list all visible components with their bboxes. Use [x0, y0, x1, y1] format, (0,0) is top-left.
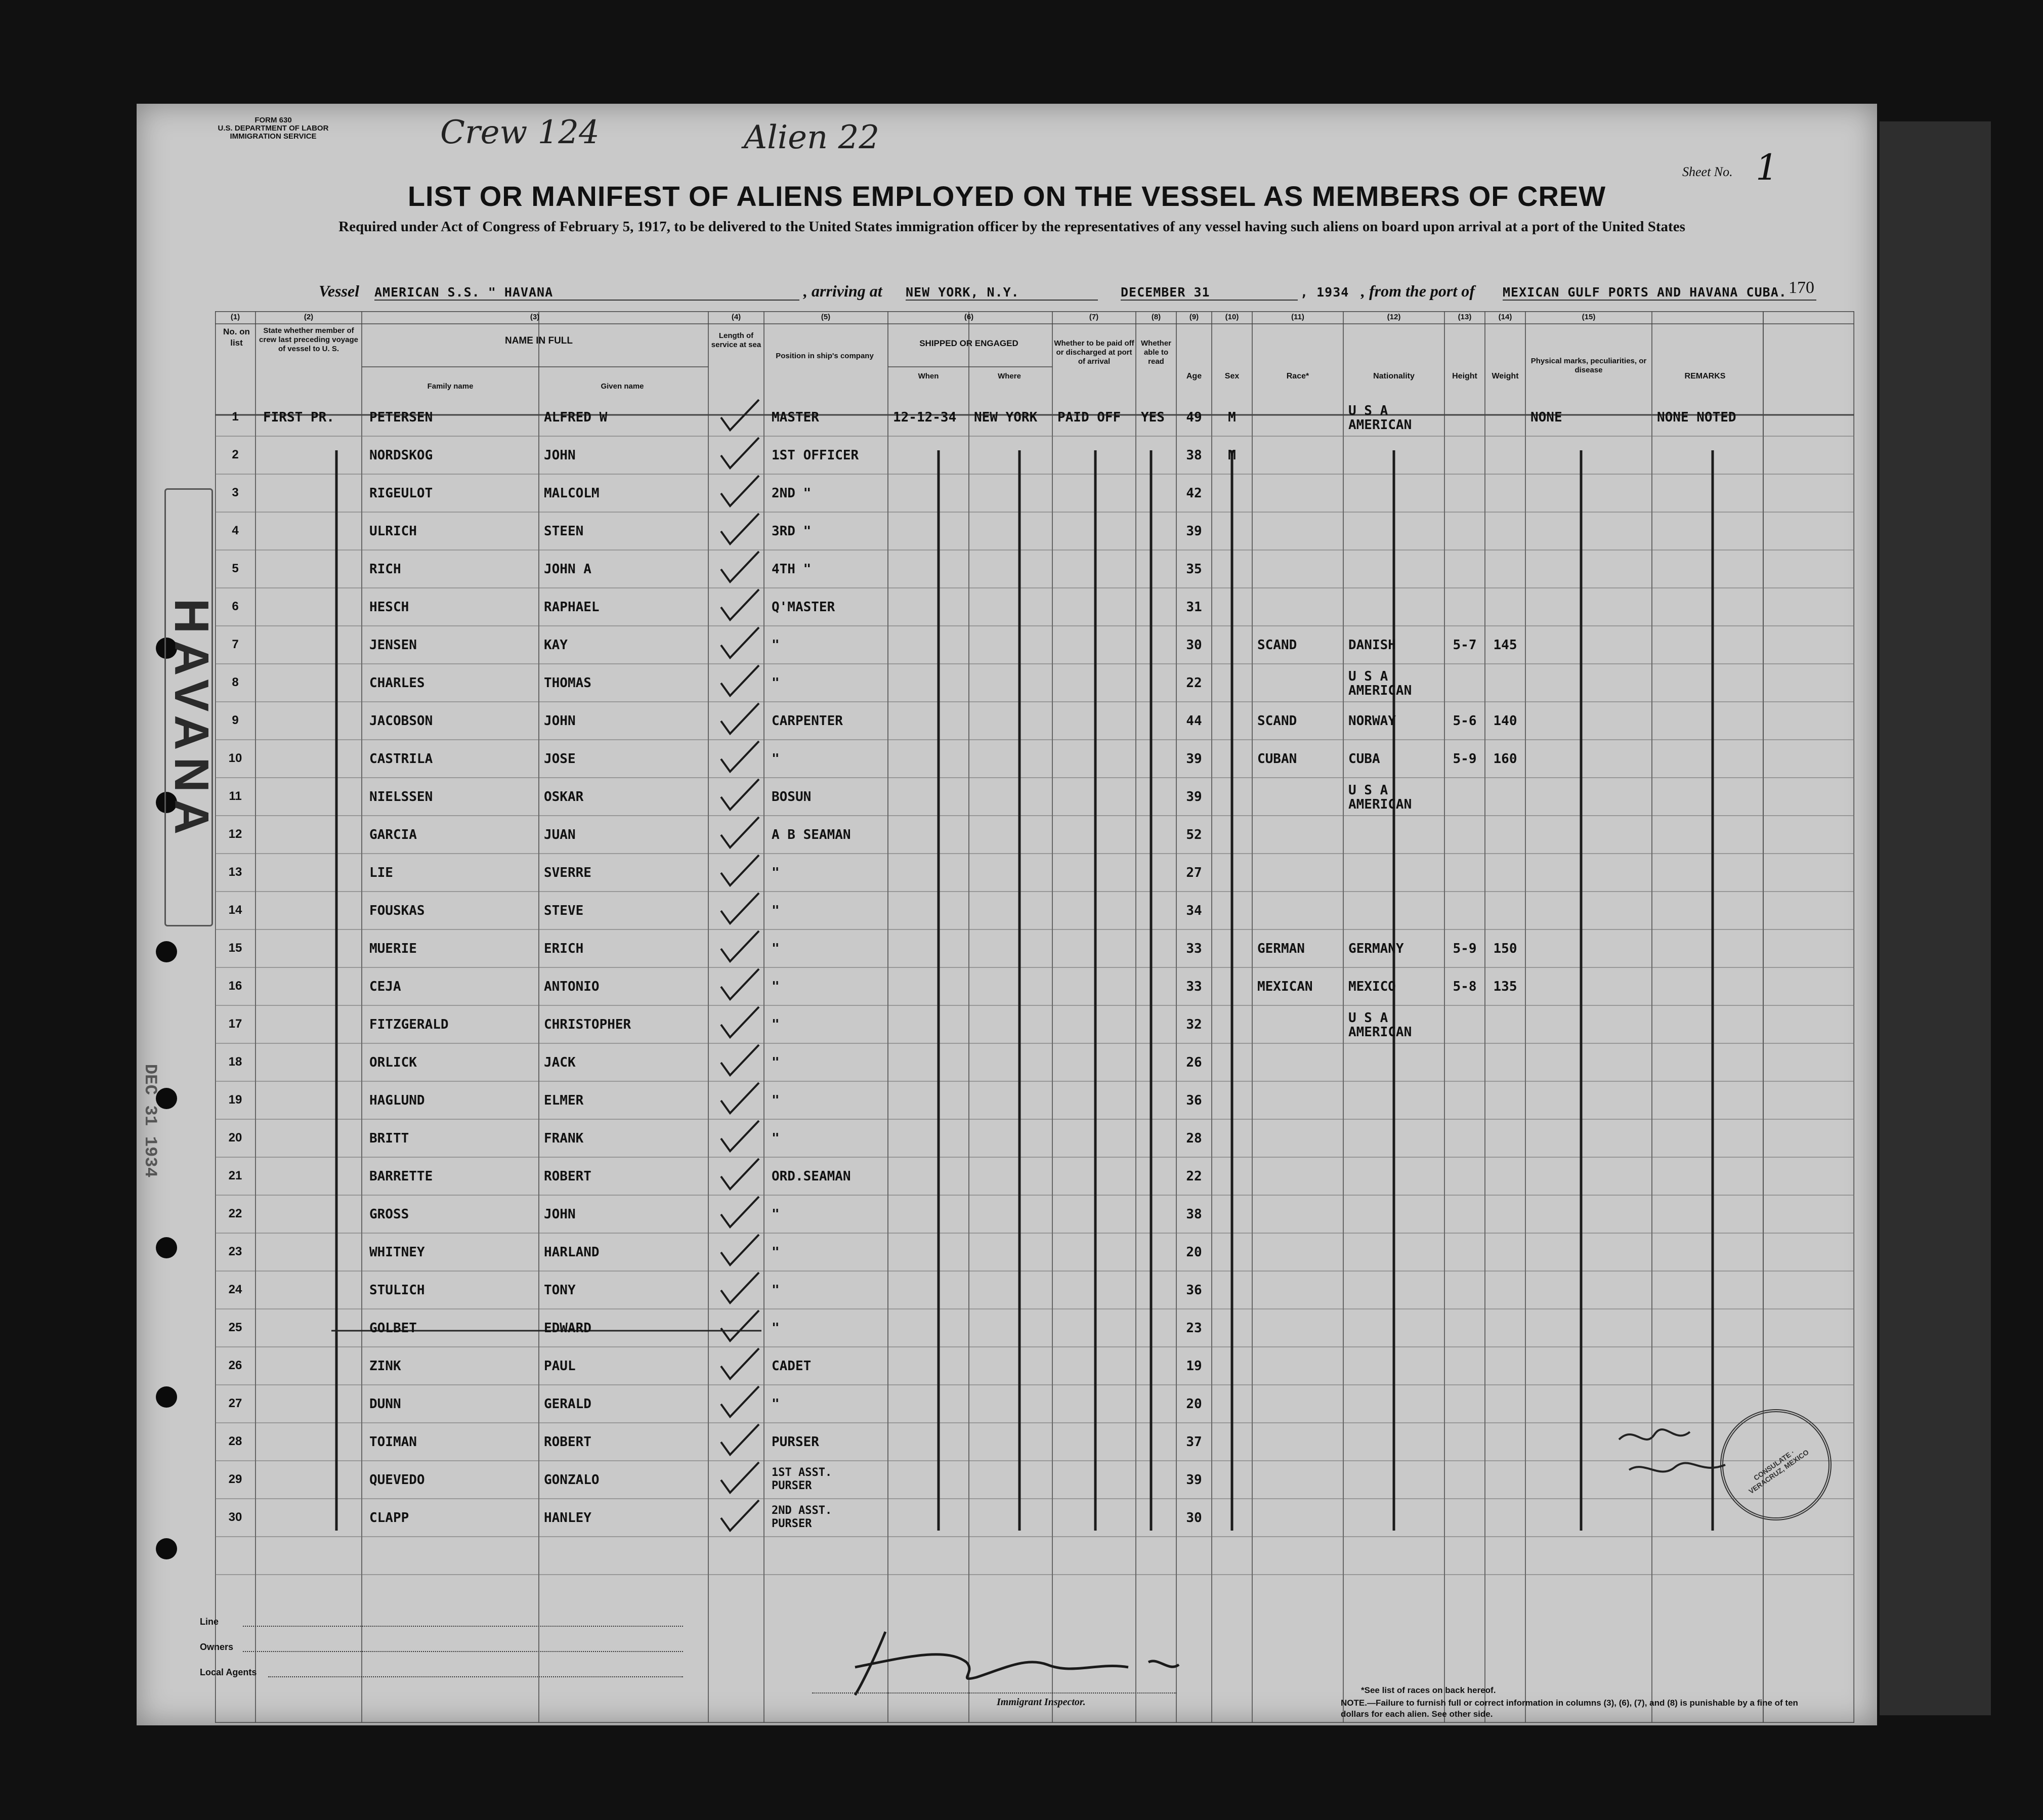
- binder-hole: [156, 1386, 177, 1408]
- cell-no: 21: [228, 1169, 242, 1182]
- cell-given: GERALD: [544, 1396, 591, 1412]
- cell-position: A B SEAMAN: [772, 827, 851, 842]
- cell-position: 3RD ": [772, 524, 812, 539]
- col-nationality-header: Nationality: [1373, 372, 1415, 380]
- service-check-mark: [721, 969, 759, 999]
- cell-nationality: U S A AMERICAN: [1348, 669, 1412, 698]
- cell-family: NIELSSEN: [369, 789, 433, 805]
- cell-family: ZINK: [369, 1359, 401, 1374]
- cell-family: CEJA: [369, 979, 401, 994]
- cell-sex: M: [1228, 410, 1236, 425]
- service-check-mark: [721, 779, 759, 810]
- local-agents-label: Local Agents: [200, 1667, 257, 1677]
- cell-no: 23: [228, 1245, 242, 1258]
- cell-where: NEW YORK: [974, 410, 1038, 425]
- service-check-mark: [721, 1310, 759, 1341]
- cell-no: 28: [228, 1434, 242, 1448]
- cell-age: 22: [1186, 675, 1202, 691]
- col-where-header: Where: [998, 372, 1021, 380]
- column-number-label: (7): [1089, 313, 1099, 321]
- cell-no: 22: [228, 1207, 242, 1220]
- cell-given: JOHN: [544, 713, 576, 729]
- cell-no: 19: [228, 1093, 242, 1107]
- service-check-mark: [721, 1083, 759, 1113]
- service-check-mark: [721, 855, 759, 885]
- cell-given: ALFRED W: [544, 410, 608, 425]
- col-race-header: Race*: [1286, 372, 1309, 380]
- column-number-label: (9): [1189, 313, 1199, 321]
- service-check-mark: [721, 703, 759, 734]
- col-no-header: No. on list: [223, 327, 250, 348]
- service-check-mark: [721, 552, 759, 582]
- cell-age: 26: [1186, 1055, 1202, 1070]
- cell-nationality: U S A AMERICAN: [1348, 1010, 1412, 1040]
- cell-family: GROSS: [369, 1207, 409, 1222]
- page-number: 170: [1789, 278, 1814, 297]
- service-check-mark: [721, 438, 759, 468]
- department-label: FORM 630 U.S. DEPARTMENT OF LABOR IMMIGRATION SERVICE: [218, 116, 329, 141]
- cell-nationality: MEXICO: [1348, 979, 1396, 994]
- cell-nationality: DANISH: [1348, 638, 1396, 653]
- cell-given: TONY: [544, 1283, 576, 1298]
- cell-remarks: NONE NOTED: [1657, 410, 1736, 425]
- cell-given: MALCOLM: [544, 486, 600, 501]
- service-check-mark: [721, 589, 759, 620]
- service-check-mark: [721, 1462, 759, 1493]
- cell-height: 5-8: [1453, 979, 1477, 994]
- cell-no: 3: [232, 486, 239, 499]
- cell-given: ELMER: [544, 1093, 584, 1108]
- line-label: Line: [200, 1617, 219, 1627]
- column-number-label: (10): [1225, 313, 1239, 321]
- handwritten-annotation-signature: [1614, 1419, 1735, 1495]
- cell-nationality: GERMANY: [1348, 941, 1404, 956]
- cell-race: SCAND: [1257, 713, 1297, 729]
- sheet-number: 1: [1756, 147, 1778, 188]
- cell-age: 30: [1186, 1510, 1202, 1526]
- service-check-mark: [721, 1197, 759, 1227]
- inspector-label: Immigrant Inspector.: [997, 1697, 1086, 1708]
- cell-family: MUERIE: [369, 941, 417, 956]
- cell-family: STULICH: [369, 1283, 425, 1298]
- column-number-label: (13): [1458, 313, 1472, 321]
- cell-position: ": [772, 1321, 780, 1336]
- cell-no: 25: [228, 1321, 242, 1334]
- line-field: [243, 1626, 683, 1627]
- column-number-label: (8): [1151, 313, 1161, 321]
- cell-paid: PAID OFF: [1057, 410, 1121, 425]
- service-check-mark: [721, 931, 759, 961]
- col-remarks-header: REMARKS: [1684, 372, 1726, 380]
- cell-position: ": [772, 979, 780, 994]
- cell-family: QUEVEDO: [369, 1472, 425, 1488]
- cell-no: 24: [228, 1283, 242, 1296]
- cell-race: GERMAN: [1257, 941, 1305, 956]
- cell-no: 9: [232, 713, 239, 727]
- service-check-mark: [721, 1007, 759, 1037]
- service-check-mark: [721, 627, 759, 658]
- cell-family: FOUSKAS: [369, 903, 425, 918]
- cell-position: ": [772, 1396, 780, 1412]
- cell-no: 15: [228, 941, 242, 955]
- arriving-label: , arriving at: [803, 282, 882, 300]
- cell-height: 5-9: [1453, 941, 1477, 956]
- scanner-background-strip: [1880, 121, 1991, 1715]
- column-number-label: (14): [1498, 313, 1512, 321]
- service-check-mark: [721, 665, 759, 696]
- column-number-label: (1): [230, 313, 240, 321]
- document-subtitle: Required under Act of Congress of February 5, 1917, to be delivered to the United States immigration officer by the representatives of any vessel having such aliens on board upon arrival at a port of the United States: [338, 219, 1685, 235]
- cell-given: RAPHAEL: [544, 600, 600, 615]
- cell-position: 1ST OFFICER: [772, 448, 859, 463]
- manifest-sheet: [137, 104, 1877, 1725]
- cell-position: MASTER: [772, 410, 819, 425]
- owners-label: Owners: [200, 1642, 234, 1652]
- cell-family: JENSEN: [369, 638, 417, 653]
- cell-position: 1ST ASST. PURSER: [772, 1466, 832, 1492]
- col-state-header: State whether member of crew last preceding voyage of vessel to U. S.: [259, 326, 358, 353]
- service-check-mark: [721, 514, 759, 544]
- col-read-header: Whether able to read: [1141, 339, 1171, 366]
- cell-race: MEXICAN: [1257, 979, 1313, 994]
- cell-nationality: U S A AMERICAN: [1348, 403, 1412, 433]
- cell-age: 22: [1186, 1169, 1202, 1184]
- cell-family: HAGLUND: [369, 1093, 425, 1108]
- inspector-signature: [845, 1627, 1229, 1703]
- cell-age: 52: [1186, 827, 1202, 842]
- cell-given: ROBERT: [544, 1434, 591, 1450]
- cell-position: ": [772, 865, 780, 880]
- column-number-label: (2): [304, 313, 314, 321]
- havana-vertical-stamp: HAVANA: [164, 488, 213, 926]
- cell-position: ": [772, 1131, 780, 1146]
- column-number-label: (11): [1291, 313, 1304, 321]
- penalty-note: NOTE.—Failure to furnish full or correct information in columns (3), (6), (7), and (8) is punishable by a fine of ten dollars for each alien. See other side.: [1341, 1698, 1798, 1719]
- cell-age: 30: [1186, 638, 1202, 653]
- service-check-mark: [721, 1348, 759, 1379]
- cell-position: CADET: [772, 1359, 812, 1374]
- cell-age: 49: [1186, 410, 1202, 425]
- sheet-label: Sheet No.: [1682, 164, 1733, 179]
- departure-port: MEXICAN GULF PORTS AND HAVANA CUBA.: [1503, 285, 1816, 301]
- cell-given: JOHN: [544, 448, 576, 463]
- col-given-header: Given name: [601, 382, 644, 391]
- cell-nationality: U S A AMERICAN: [1348, 783, 1412, 812]
- col-weight-header: Weight: [1492, 372, 1519, 380]
- cell-no: 20: [228, 1131, 242, 1145]
- cell-family: JACOBSON: [369, 713, 433, 729]
- cell-age: 19: [1186, 1359, 1202, 1374]
- vessel-label: Vessel: [319, 282, 359, 300]
- service-check-mark: [721, 741, 759, 772]
- service-check-mark: [721, 893, 759, 923]
- col-sex-header: Sex: [1224, 372, 1240, 380]
- cell-family: WHITNEY: [369, 1245, 425, 1260]
- crew-count-handwritten: Crew 124: [440, 114, 600, 151]
- vessel-name: AMERICAN S.S. " HAVANA: [374, 285, 799, 301]
- cell-no: 12: [228, 827, 242, 841]
- cell-no: 17: [228, 1017, 242, 1031]
- cell-family: BRITT: [369, 1131, 409, 1146]
- cell-family: NORDSKOG: [369, 448, 433, 463]
- cell-family: TOIMAN: [369, 1434, 417, 1450]
- col-service-header: Length of service at sea: [711, 331, 761, 349]
- arrival-date: DECEMBER 31: [1121, 285, 1298, 301]
- cell-weight: 150: [1493, 941, 1517, 956]
- cell-position: ": [772, 751, 780, 767]
- cell-age: 37: [1186, 1434, 1202, 1450]
- cell-given: STEEN: [544, 524, 584, 539]
- cell-given: ANTONIO: [544, 979, 600, 994]
- cell-age: 35: [1186, 562, 1202, 577]
- cell-read: YES: [1141, 410, 1165, 425]
- col-when-header: When: [918, 372, 939, 380]
- cell-position: ": [772, 1017, 780, 1032]
- cell-height: 5-7: [1453, 638, 1477, 653]
- cell-age: 39: [1186, 789, 1202, 805]
- cell-age: 42: [1186, 486, 1202, 501]
- cell-position: CARPENTER: [772, 713, 843, 729]
- cell-no: 8: [232, 675, 239, 689]
- cell-given: HANLEY: [544, 1510, 591, 1526]
- cell-given: JUAN: [544, 827, 576, 842]
- cell-family: GARCIA: [369, 827, 417, 842]
- cell-no: 10: [228, 751, 242, 765]
- inspector-signature-line: [812, 1692, 1176, 1694]
- cell-given: PAUL: [544, 1359, 576, 1374]
- cell-no: 11: [229, 789, 242, 803]
- cell-given: CHRISTOPHER: [544, 1017, 631, 1032]
- col-family-header: Family name: [427, 382, 474, 391]
- column-number-label: (4): [731, 313, 741, 321]
- col-name-header: NAME IN FULL: [504, 335, 573, 346]
- cell-race: CUBAN: [1257, 751, 1297, 767]
- cell-age: 27: [1186, 865, 1202, 880]
- port-label: , from the port of: [1361, 282, 1475, 300]
- service-check-mark: [721, 1386, 759, 1417]
- cell-age: 31: [1186, 600, 1202, 615]
- cell-position: Q'MASTER: [772, 600, 835, 615]
- cell-family: LIE: [369, 865, 393, 880]
- binder-hole: [156, 1237, 177, 1258]
- cell-age: 36: [1186, 1283, 1202, 1298]
- owners-field: [243, 1651, 683, 1652]
- column-number-label: (3): [530, 313, 540, 321]
- cell-given: OSKAR: [544, 789, 584, 805]
- cell-age: 33: [1186, 941, 1202, 956]
- cell-family: CASTRILA: [369, 751, 433, 767]
- cell-no: 7: [232, 638, 239, 651]
- cell-family: ULRICH: [369, 524, 417, 539]
- date-received-stamp: DEC 31 1934: [140, 1064, 159, 1178]
- cell-position: 2ND ": [772, 486, 812, 501]
- arrival-year: , 1934: [1300, 285, 1349, 300]
- cell-family: RICH: [369, 562, 401, 577]
- cell-family: GOLBET: [369, 1321, 417, 1336]
- cell-given: KAY: [544, 638, 568, 653]
- cell-age: 38: [1186, 448, 1202, 463]
- cell-age: 33: [1186, 979, 1202, 994]
- cell-family: BARRETTE: [369, 1169, 433, 1184]
- cell-no: 13: [228, 865, 242, 879]
- cell-no: 29: [228, 1472, 242, 1486]
- cell-physical: NONE: [1530, 410, 1562, 425]
- cell-race: SCAND: [1257, 638, 1297, 653]
- document-title: LIST OR MANIFEST OF ALIENS EMPLOYED ON THE VESSEL AS MEMBERS OF CREW: [407, 180, 1606, 212]
- cell-no: 14: [228, 903, 242, 917]
- cell-no: 30: [228, 1510, 242, 1524]
- cell-position: ": [772, 1207, 780, 1222]
- cell-no: 16: [228, 979, 242, 993]
- cell-height: 5-6: [1453, 713, 1477, 729]
- cell-nationality: NORWAY: [1348, 713, 1396, 729]
- cell-height: 5-9: [1453, 751, 1477, 767]
- col-shipped-header: SHIPPED OR ENGAGED: [919, 338, 1018, 348]
- cell-sex: M: [1228, 448, 1236, 463]
- cell-weight: 145: [1493, 638, 1517, 653]
- column-number-label: (6): [964, 313, 974, 321]
- cell-age: 20: [1186, 1245, 1202, 1260]
- cell-nationality: CUBA: [1348, 751, 1380, 767]
- cell-position: 4TH ": [772, 562, 812, 577]
- cell-family: DUNN: [369, 1396, 401, 1412]
- cell-position: BOSUN: [772, 789, 812, 805]
- cell-position: ": [772, 1245, 780, 1260]
- col-position-header: Position in ship's company: [776, 352, 874, 360]
- cell-given: JOHN: [544, 1207, 576, 1222]
- cell-position: ": [772, 941, 780, 956]
- cell-state: FIRST PR.: [263, 410, 334, 425]
- service-check-mark: [721, 1121, 759, 1151]
- cell-age: 38: [1186, 1207, 1202, 1222]
- cell-given: FRANK: [544, 1131, 584, 1146]
- cell-age: 32: [1186, 1017, 1202, 1032]
- cell-family: HESCH: [369, 600, 409, 615]
- cell-weight: 135: [1493, 979, 1517, 994]
- cell-position: ": [772, 638, 780, 653]
- cell-given: THOMAS: [544, 675, 591, 691]
- cell-age: 20: [1186, 1396, 1202, 1412]
- service-check-mark: [721, 1500, 759, 1531]
- cell-age: 44: [1186, 713, 1202, 729]
- cell-family: ORLICK: [369, 1055, 417, 1070]
- cell-no: 4: [232, 524, 239, 537]
- service-check-mark: [721, 1159, 759, 1189]
- races-note: *See list of races on back hereof.: [1361, 1685, 1496, 1695]
- cell-no: 6: [232, 600, 239, 613]
- cell-position: ": [772, 1055, 780, 1070]
- cell-no: 18: [228, 1055, 242, 1069]
- cell-given: ERICH: [544, 941, 584, 956]
- cell-family: CLAPP: [369, 1510, 409, 1526]
- column-number-label: (12): [1387, 313, 1401, 321]
- cell-when: 12-12-34: [893, 410, 957, 425]
- cell-given: HARLAND: [544, 1245, 600, 1260]
- cell-age: 34: [1186, 903, 1202, 918]
- cell-given: JOHN A: [544, 562, 591, 577]
- cell-given: ROBERT: [544, 1169, 591, 1184]
- cell-given: JOSE: [544, 751, 576, 767]
- cell-age: 39: [1186, 524, 1202, 539]
- cell-weight: 140: [1493, 713, 1517, 729]
- cell-given: EDWARD: [544, 1321, 591, 1336]
- manifest-table: [215, 311, 1854, 1723]
- cell-position: ": [772, 903, 780, 918]
- column-number-label: (5): [821, 313, 831, 321]
- table-grid: [215, 311, 1854, 1723]
- binder-hole: [156, 1538, 177, 1559]
- cell-age: 28: [1186, 1131, 1202, 1146]
- cell-no: 26: [228, 1359, 242, 1372]
- service-check-mark: [721, 1424, 759, 1455]
- cell-given: JACK: [544, 1055, 576, 1070]
- cell-family: CHARLES: [369, 675, 425, 691]
- service-check-mark: [721, 817, 759, 848]
- cell-family: FITZGERALD: [369, 1017, 449, 1032]
- col-paid-header: Whether to be paid off or discharged at port of arrival: [1054, 339, 1134, 366]
- col-age-header: Age: [1186, 372, 1202, 380]
- cell-position: ORD.SEAMAN: [772, 1169, 851, 1184]
- cell-position: PURSER: [772, 1434, 819, 1450]
- cell-position: ": [772, 675, 780, 691]
- arrival-port: NEW YORK, N.Y.: [906, 285, 1098, 301]
- cell-age: 39: [1186, 751, 1202, 767]
- cell-no: 2: [232, 448, 239, 461]
- cell-no: 5: [232, 562, 239, 575]
- cell-weight: 160: [1493, 751, 1517, 767]
- cell-position: 2ND ASST. PURSER: [772, 1504, 832, 1530]
- col-height-header: Height: [1452, 372, 1477, 380]
- consulate-seal: CONSULATE · VERACRUZ, MEXICO: [1720, 1409, 1832, 1520]
- service-check-mark: [721, 476, 759, 506]
- cell-family: RIGEULOT: [369, 486, 433, 501]
- cell-given: STEVE: [544, 903, 584, 918]
- cell-age: 36: [1186, 1093, 1202, 1108]
- service-check-mark: [721, 1045, 759, 1075]
- cell-given: GONZALO: [544, 1472, 600, 1488]
- cell-age: 23: [1186, 1321, 1202, 1336]
- cell-family: PETERSEN: [369, 410, 433, 425]
- cell-position: ": [772, 1283, 780, 1298]
- cell-given: SVERRE: [544, 865, 591, 880]
- cell-no: 27: [228, 1396, 242, 1410]
- cell-no: 1: [232, 410, 239, 424]
- alien-count-handwritten: Alien 22: [744, 119, 880, 156]
- col-physical-header: Physical marks, peculiarities, or disease: [1530, 357, 1647, 374]
- service-check-mark: [721, 1235, 759, 1265]
- column-number-label: (15): [1582, 313, 1596, 321]
- cell-position: ": [772, 1093, 780, 1108]
- service-check-mark: [721, 1273, 759, 1303]
- binder-hole: [156, 941, 177, 962]
- local-agents-field: [268, 1676, 683, 1677]
- cell-age: 39: [1186, 1472, 1202, 1488]
